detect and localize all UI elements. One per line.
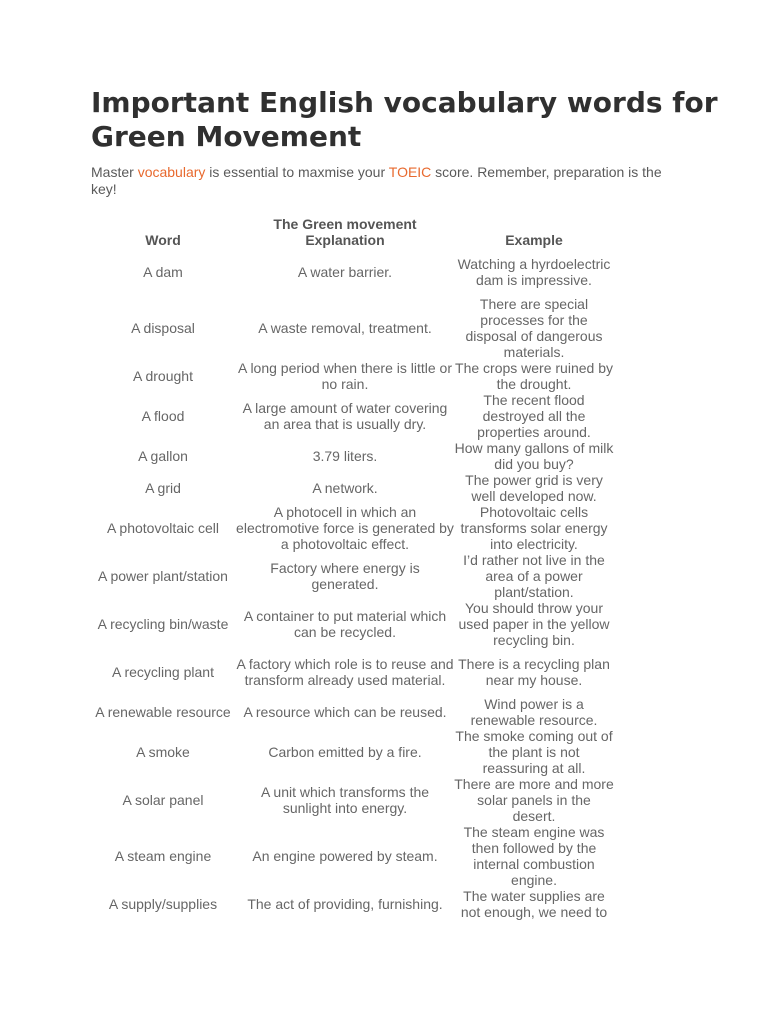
- cell-word: A renewable resource: [95, 704, 231, 720]
- cell-example: The steam engine was then followed by the internal combustion engine.: [463, 824, 605, 888]
- header-example: Example: [505, 232, 563, 248]
- cell-word: A drought: [133, 368, 193, 384]
- table-body: [90, 248, 614, 920]
- cell-example: The water supplies are not enough, we need to: [460, 888, 608, 920]
- cell-explanation: A water barrier.: [297, 264, 393, 280]
- table-row: [90, 600, 614, 648]
- cell-example: How many gallons of milk did you buy?: [454, 440, 614, 472]
- header-word: Word: [145, 232, 181, 248]
- cell-example: I’d rather not live in the area of a power plant/station.: [463, 552, 605, 600]
- table-row: [90, 504, 614, 552]
- cell-word: A dam: [143, 264, 183, 280]
- cell-example: You should throw your used paper in the yellow recycling bin.: [458, 600, 610, 648]
- table-row: [90, 728, 614, 776]
- table-row: [90, 296, 614, 360]
- cell-explanation: A network.: [312, 480, 378, 496]
- cell-example: The crops were ruined by the drought.: [455, 360, 613, 392]
- table-row: [90, 648, 614, 696]
- table-header-row: [90, 215, 614, 248]
- cell-explanation: An engine powered by steam.: [252, 848, 438, 864]
- table-row: [90, 440, 614, 472]
- cell-explanation: A resource which can be reused.: [243, 704, 447, 720]
- cell-example: There are special processes for the disposal of dangerous materials.: [465, 296, 603, 360]
- cell-example: There are more and more solar panels in the desert.: [454, 776, 614, 824]
- cell-explanation: A photocell in which an electromotive force is generated by a photovoltaic effect.: [236, 504, 454, 552]
- toeic-link[interactable]: TOEIC: [388, 164, 432, 180]
- table-row: [90, 824, 614, 888]
- cell-word: A disposal: [131, 320, 195, 336]
- cell-word: A grid: [145, 480, 181, 496]
- cell-explanation: 3.79 liters.: [312, 448, 378, 464]
- table-row: [90, 472, 614, 504]
- header-explanation: The Green movement Explanation: [273, 216, 417, 248]
- cell-word: A power plant/station: [98, 568, 228, 584]
- intro-paragraph: [91, 164, 691, 198]
- page-title: Important English vocabulary words for Green Movement: [91, 86, 718, 153]
- table-row: [90, 696, 614, 728]
- cell-word: A supply/supplies: [108, 896, 218, 912]
- table-row: [90, 776, 614, 824]
- cell-word: A flood: [141, 408, 185, 424]
- cell-example: Wind power is a renewable resource.: [470, 696, 598, 728]
- cell-word: A gallon: [138, 448, 188, 464]
- table-row: [90, 248, 614, 296]
- intro-text-3: score. Remember, preparation is the key!: [91, 164, 662, 197]
- cell-explanation: A waste removal, treatment.: [258, 320, 432, 336]
- table-row: [90, 360, 614, 392]
- table-row: [90, 888, 614, 920]
- cell-explanation: A long period when there is little or no rain.: [237, 360, 452, 392]
- cell-word: A recycling bin/waste: [97, 616, 229, 632]
- cell-example: Photovoltaic cells transforms solar energy into electricity.: [460, 504, 608, 552]
- cell-explanation: Carbon emitted by a fire.: [268, 744, 422, 760]
- intro-text-2: is essential to maxmise your: [205, 164, 389, 180]
- cell-explanation: A large amount of water covering an area that is usually dry.: [242, 400, 448, 432]
- cell-example: The power grid is very well developed now.: [465, 472, 603, 504]
- cell-explanation: A factory which role is to reuse and transform already used material.: [236, 656, 454, 688]
- cell-word: A smoke: [136, 744, 190, 760]
- cell-word: A solar panel: [122, 792, 204, 808]
- cell-example: The smoke coming out of the plant is not reassuring at all.: [455, 728, 613, 776]
- cell-word: A recycling plant: [112, 664, 214, 680]
- cell-word: A photovoltaic cell: [106, 520, 220, 536]
- table-row: [90, 552, 614, 600]
- vocabulary-table: [90, 215, 614, 920]
- cell-example: There is a recycling plan near my house.: [458, 656, 610, 688]
- intro-text-1: Master: [91, 164, 138, 180]
- cell-explanation: A container to put material which can be recycled.: [243, 608, 447, 640]
- cell-explanation: Factory where energy is generated.: [270, 560, 420, 592]
- cell-example: Watching a hyrdoelectric dam is impressive.: [457, 256, 611, 288]
- cell-explanation: The act of providing, furnishing.: [247, 896, 443, 912]
- cell-explanation: A unit which transforms the sunlight into energy.: [260, 784, 430, 816]
- cell-example: The recent flood destroyed all the properties around.: [477, 392, 591, 440]
- vocabulary-link[interactable]: vocabulary: [137, 164, 206, 180]
- cell-word: A steam engine: [114, 848, 212, 864]
- table-row: [90, 392, 614, 440]
